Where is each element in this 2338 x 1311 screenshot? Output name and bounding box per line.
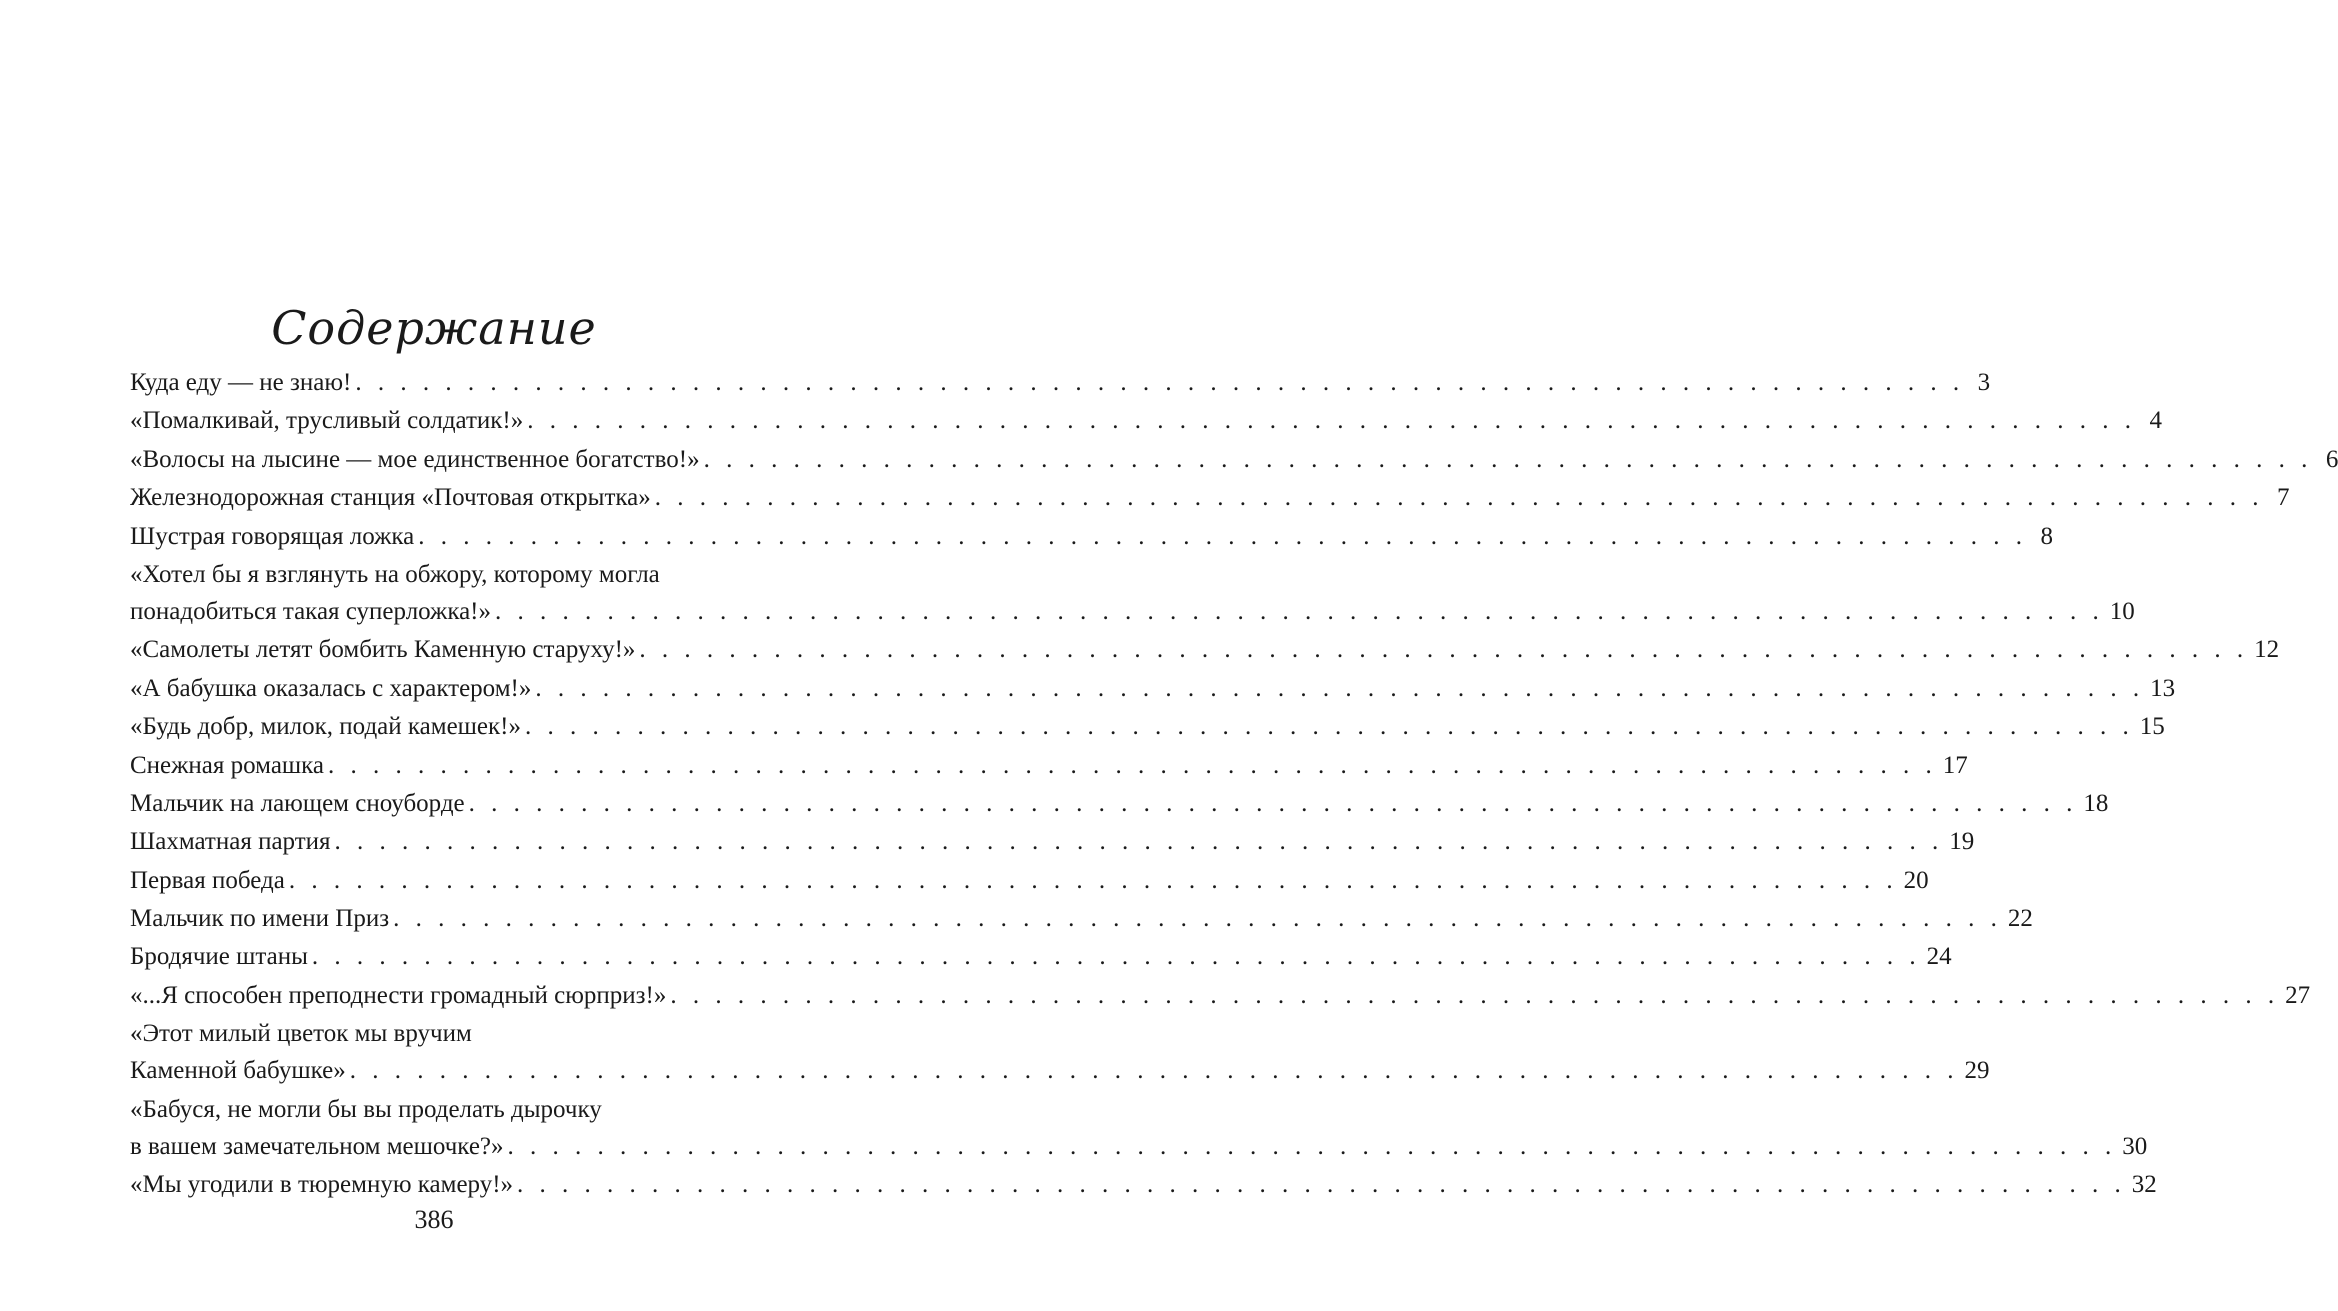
toc-entry[interactable] <box>130 364 1991 401</box>
toc-entry[interactable] <box>130 556 2135 630</box>
toc-entry-title: в вашем замечательном мешочке?» <box>130 1132 504 1160</box>
toc-entry-page: 13 <box>2150 674 2176 702</box>
toc-entry[interactable] <box>130 823 1975 860</box>
toc-entry-page: 6 <box>2325 445 2338 473</box>
toc-entry-title: «Мы угодили в тюремную камеру!» <box>130 1171 514 1199</box>
toc-entry[interactable] <box>130 1091 2148 1165</box>
dot-leader: . . . . . . . . . . . . . . . . . . . . . . . . . . . . . . . . . . . . . . . . . . . . . . . . . . . . . . . . . . . . . . . . . . . . . . . . <box>639 636 2249 664</box>
toc-entry[interactable] <box>130 479 2290 516</box>
toc-entry-page: 4 <box>2149 407 2163 435</box>
dot-leader: . . . . . . . . . . . . . . . . . . . . . . . . . . . . . . . . . . . . . . . . . . . . . . . . . . . . . . . . . . . . . . . . . . . . . . . . <box>334 828 1944 856</box>
toc-entry-title: Бродячие штаны <box>130 943 308 971</box>
toc-entry-page: 32 <box>2131 1171 2157 1199</box>
toc-entry-page: 12 <box>2254 636 2280 664</box>
page-title: Содержание <box>271 301 597 355</box>
toc-entry-title: Снежная ромашка <box>130 751 325 779</box>
toc-entry-title: «Волосы на лысине — мое единственное богатство!» <box>130 445 700 473</box>
toc-entry-title: Куда еду — не знаю! <box>130 369 352 396</box>
dot-leader: . . . . . . . . . . . . . . . . . . . . . . . . . . . . . . . . . . . . . . . . . . . . . . . . . . . . . . . . . . . . . . . . . . . . . . . . <box>535 674 2145 702</box>
toc-entry[interactable] <box>130 518 2053 555</box>
dot-leader: . . . . . . . . . . . . . . . . . . . . . . . . . . . . . . . . . . . . . . . . . . . . . . . . . . . . . . . . . . . . . . . . . . . . . . . . <box>328 751 1937 779</box>
toc-entry-page: 22 <box>2007 905 2033 933</box>
toc-entry-page: 15 <box>2139 713 2165 741</box>
toc-entry[interactable] <box>130 785 2109 822</box>
toc-entry[interactable] <box>130 1166 2157 1203</box>
toc-entry-title: понадобиться такая суперложка!» <box>130 597 492 625</box>
toc-entry-title: Шахматная партия <box>130 828 331 856</box>
dot-leader: . . . . . . . . . . . . . . . . . . . . . . . . . . . . . . . . . . . . . . . . . . . . . . . . . . . . . . . . . . . . . . . . . . . . . . . . <box>527 407 2137 435</box>
toc-entry-title: «Самолеты летят бомбить Каменную старуху!» <box>130 636 636 664</box>
toc-entry[interactable] <box>130 402 2163 439</box>
dot-leader: . . . . . . . . . . . . . . . . . . . . . . . . . . . . . . . . . . . . . . . . . . . . . . . . . . . . . . . . . . . . . . . . . . . . . . . . <box>288 866 1898 894</box>
table-of-contents <box>130 364 2338 1204</box>
toc-entry-page: 7 <box>2277 484 2290 512</box>
dot-leader: . . . . . . . . . . . . . . . . . . . . . . . . . . . . . . . . . . . . . . . . . . . . . . . . . . . . . . . . . . . . . . . . . . . . . . . . <box>311 943 1921 971</box>
toc-entry-title-line: «Бабуся, не могли бы вы проделать дырочку <box>130 1095 602 1123</box>
toc-entry[interactable] <box>130 631 2280 668</box>
toc-entry[interactable] <box>130 862 1929 899</box>
toc-entry-page: 10 <box>2109 597 2135 625</box>
page-number: 386 <box>414 1205 454 1234</box>
toc-entry-title: Шустрая говорящая ложка <box>130 522 415 550</box>
toc-entry[interactable] <box>130 708 2165 745</box>
toc-entry-page: 8 <box>2040 522 2053 550</box>
dot-leader: . . . . . . . . . . . . . . . . . . . . . . . . . . . . . . . . . . . . . . . . . . . . . . . . . . . . . . . . . . . . . . . . . . . . . . . . <box>654 484 2264 512</box>
toc-entry-page: 27 <box>2285 981 2311 1009</box>
toc-entry-title: Железнодорожная станция «Почтовая открытка» <box>130 484 651 512</box>
toc-entry[interactable] <box>130 900 2033 937</box>
toc-entry[interactable] <box>130 441 2338 478</box>
dot-leader: . . . . . . . . . . . . . . . . . . . . . . . . . . . . . . . . . . . . . . . . . . . . . . . . . . . . . . . . . . . . . . . . . . . . . . . . <box>507 1132 2117 1160</box>
toc-entry[interactable] <box>130 977 2311 1014</box>
dot-leader: . . . . . . . . . . . . . . . . . . . . . . . . . . . . . . . . . . . . . . . . . . . . . . . . . . . . . . . . . . . . . . . . . . . . . . . . <box>349 1057 1959 1085</box>
dot-leader: . . . . . . . . . . . . . . . . . . . . . . . . . . . . . . . . . . . . . . . . . . . . . . . . . . . . . . . . . . . . . . . . . . . . . . . . <box>525 713 2134 741</box>
dot-leader: . . . . . . . . . . . . . . . . . . . . . . . . . . . . . . . . . . . . . . . . . . . . . . . . . . . . . . . . . . . . . . . . . . . . . . . . <box>393 905 2002 933</box>
toc-entry-title: Мальчик по имени Приз <box>130 905 390 933</box>
toc-entry[interactable] <box>130 938 1952 975</box>
toc-entry-page: 29 <box>1964 1057 1990 1085</box>
dot-leader: . . . . . . . . . . . . . . . . . . . . . . . . . . . . . . . . . . . . . . . . . . . . . . . . . . . . . . . . . . . . . . . . . . . . . . . . <box>468 789 2078 817</box>
toc-entry-page: 24 <box>1926 943 1952 971</box>
toc-entry-page: 30 <box>2122 1132 2148 1160</box>
toc-entry-title-line: «Этот милый цветок мы вручим <box>130 1020 472 1048</box>
toc-entry-page: 3 <box>1977 369 1991 396</box>
toc-entry-title: «Помалкивай, трусливый солдатик!» <box>130 407 524 435</box>
toc-entry-page: 20 <box>1903 866 1929 894</box>
toc-entry-page: 19 <box>1949 828 1975 856</box>
dot-leader: . . . . . . . . . . . . . . . . . . . . . . . . . . . . . . . . . . . . . . . . . . . . . . . . . . . . . . . . . . . . . . . . . . . . . . . . <box>495 597 2104 625</box>
toc-entry-title: «А бабушка оказалась с характером!» <box>130 674 532 702</box>
toc-entry-page: 18 <box>2083 789 2109 817</box>
dot-leader: . . . . . . . . . . . . . . . . . . . . . . . . . . . . . . . . . . . . . . . . . . . . . . . . . . . . . . . . . . . . . . . . . . . . . . . . <box>355 369 1965 396</box>
dot-leader: . . . . . . . . . . . . . . . . . . . . . . . . . . . . . . . . . . . . . . . . . . . . . . . . . . . . . . . . . . . . . . . . . . . . . . . . <box>418 522 2027 550</box>
toc-entry[interactable] <box>130 1015 1990 1089</box>
toc-entry[interactable] <box>130 747 1968 784</box>
toc-entry-title-line: «Хотел бы я взглянуть на обжору, которому могла <box>130 560 660 588</box>
toc-entry-title: Каменной бабушке» <box>130 1057 346 1085</box>
toc-entry-title: Первая победа <box>130 866 285 894</box>
toc-entry-page: 17 <box>1942 751 1968 779</box>
toc-entry-title: «...Я способен преподнести громадный сюрприз!» <box>130 981 667 1009</box>
dot-leader: . . . . . . . . . . . . . . . . . . . . . . . . . . . . . . . . . . . . . . . . . . . . . . . . . . . . . . . . . . . . . . . . . . . . . . . . <box>517 1171 2126 1199</box>
dot-leader: . . . . . . . . . . . . . . . . . . . . . . . . . . . . . . . . . . . . . . . . . . . . . . . . . . . . . . . . . . . . . . . . . . . . . . . . <box>670 981 2280 1009</box>
toc-entry-title: Мальчик на лающем сноуборде <box>130 789 465 817</box>
dot-leader: . . . . . . . . . . . . . . . . . . . . . . . . . . . . . . . . . . . . . . . . . . . . . . . . . . . . . . . . . . . . . . . . . . . . . . . . <box>703 445 2313 473</box>
toc-entry-title: «Будь добр, милок, подай камешек!» <box>130 713 521 741</box>
toc-entry[interactable] <box>130 670 2176 707</box>
